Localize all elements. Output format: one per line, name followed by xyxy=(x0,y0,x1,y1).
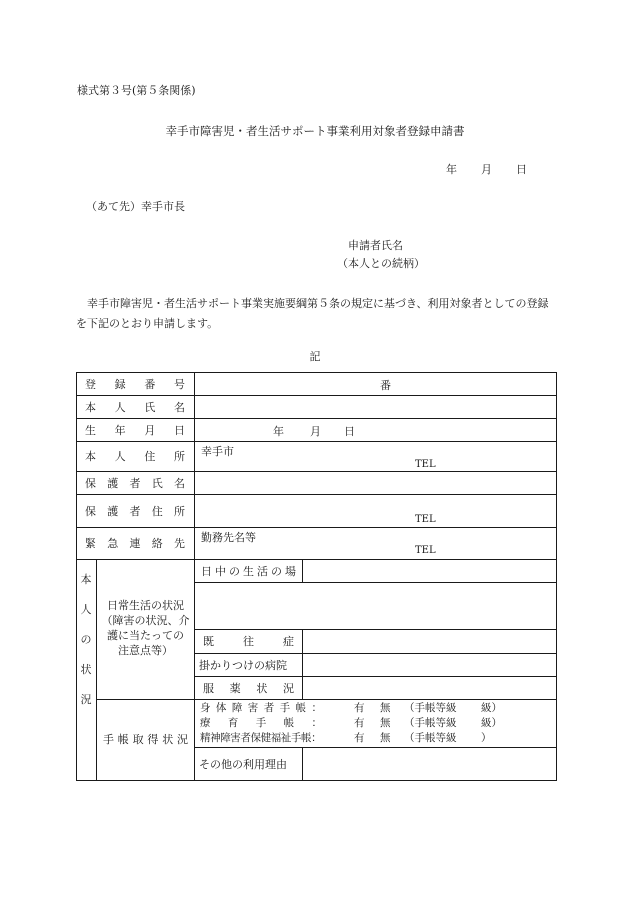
handbook-yes[interactable]: 有 xyxy=(354,702,365,714)
handbook-grade-end: 級） xyxy=(481,717,502,729)
registration-number-suffix: 番 xyxy=(380,379,391,392)
guardian-tel-label: TEL xyxy=(415,514,436,525)
handbook-no[interactable]: 無 xyxy=(380,717,391,729)
guardian-address-label: 保 護 者 住 所 xyxy=(85,504,185,518)
address-city: 幸手市 xyxy=(201,445,234,458)
handbook-status-label: 手 帳 取 得 状 況 xyxy=(103,733,188,746)
handbook-grade-end: 級） xyxy=(481,702,502,714)
medication-field[interactable] xyxy=(303,677,555,698)
ki-mark: 記 xyxy=(309,350,321,363)
family-hospital-label: 掛かりつけの病院 xyxy=(199,658,287,672)
handbook-type: 身 体 障 害 者 手 帳 ： xyxy=(200,702,322,714)
person-name-label: 本 人 氏 名 xyxy=(85,400,185,414)
birth-date-label: 生 年 月 日 xyxy=(85,423,185,437)
handbook-type: 療 育 手 帳 ： xyxy=(200,717,322,729)
form-number: 様式第３号(第５条関係) xyxy=(77,84,196,97)
page-title: 幸手市障害児・者生活サポート事業利用対象者登録申請書 xyxy=(165,124,465,138)
other-reason-label: その他の利用理由 xyxy=(199,758,287,771)
other-reason-field[interactable] xyxy=(303,748,555,779)
past-illness-field[interactable] xyxy=(303,630,555,652)
birth-year-unit: 年 xyxy=(273,425,284,438)
daytime-place-label: 日 中 の 生 活 の 場 xyxy=(201,564,296,578)
daily-life-label: 日常生活の状況 （障害の状況、介 護に当たっての 注意点等） xyxy=(101,599,190,657)
emergency-tel-label: TEL xyxy=(415,545,436,556)
handbook-row-ryoiku xyxy=(200,716,552,731)
handbook-yes[interactable]: 有 xyxy=(354,732,365,744)
handbook-yes[interactable]: 有 xyxy=(354,717,365,729)
applicant-name-label: 申請者氏名 xyxy=(348,239,403,252)
date-year: 年 xyxy=(446,163,457,176)
workplace-label: 勤務先名等 xyxy=(201,531,256,544)
registration-number-field[interactable] xyxy=(195,373,555,394)
handbook-no[interactable]: 無 xyxy=(380,732,391,744)
date-month: 月 xyxy=(481,163,492,176)
person-address-label: 本 人 住 所 xyxy=(85,450,185,463)
registration-number-label: 登 録 番 号 xyxy=(85,377,185,391)
guardian-name-label: 保 護 者 氏 名 xyxy=(85,476,185,490)
relationship-label: （本人との続柄） xyxy=(337,257,425,270)
daily-life-notes-field[interactable] xyxy=(195,583,555,628)
registration-table xyxy=(76,372,557,781)
handbook-grade-end: ） xyxy=(481,732,492,744)
date-day: 日 xyxy=(516,163,527,176)
person-name-field[interactable] xyxy=(195,396,555,417)
birth-day-unit: 日 xyxy=(344,425,355,438)
application-statement: 幸手市障害児・者生活サポート事業実施要綱第５条の規定に基づき、利用対象者としての登録を下記のとおり申請します。 xyxy=(76,297,549,330)
person-tel-label: TEL xyxy=(415,459,436,470)
handbook-grade: （手帳等級 xyxy=(404,702,457,714)
addressee: （あて先）幸手市長 xyxy=(86,200,185,213)
daytime-place-field[interactable] xyxy=(303,560,555,581)
medication-label: 服 薬 状 況 xyxy=(203,681,294,695)
label-text: 登 xyxy=(85,377,96,391)
handbook-type: 精神障害者保健福祉手帳： xyxy=(200,732,322,744)
handbook-row-mental xyxy=(200,731,552,746)
emergency-contact-label: 緊 急 連 絡 先 xyxy=(85,537,185,550)
handbook-rows xyxy=(200,701,552,746)
handbook-row-physical xyxy=(200,701,552,716)
family-hospital-field[interactable] xyxy=(303,654,555,675)
past-illness-label: 既 往 症 xyxy=(203,635,294,648)
handbook-grade: （手帳等級 xyxy=(404,717,457,729)
birth-month-unit: 月 xyxy=(310,425,321,438)
status-section-label: 本 人 の 状 況 xyxy=(80,573,92,706)
handbook-grade: （手帳等級 xyxy=(404,732,457,744)
handbook-no[interactable]: 無 xyxy=(380,702,391,714)
